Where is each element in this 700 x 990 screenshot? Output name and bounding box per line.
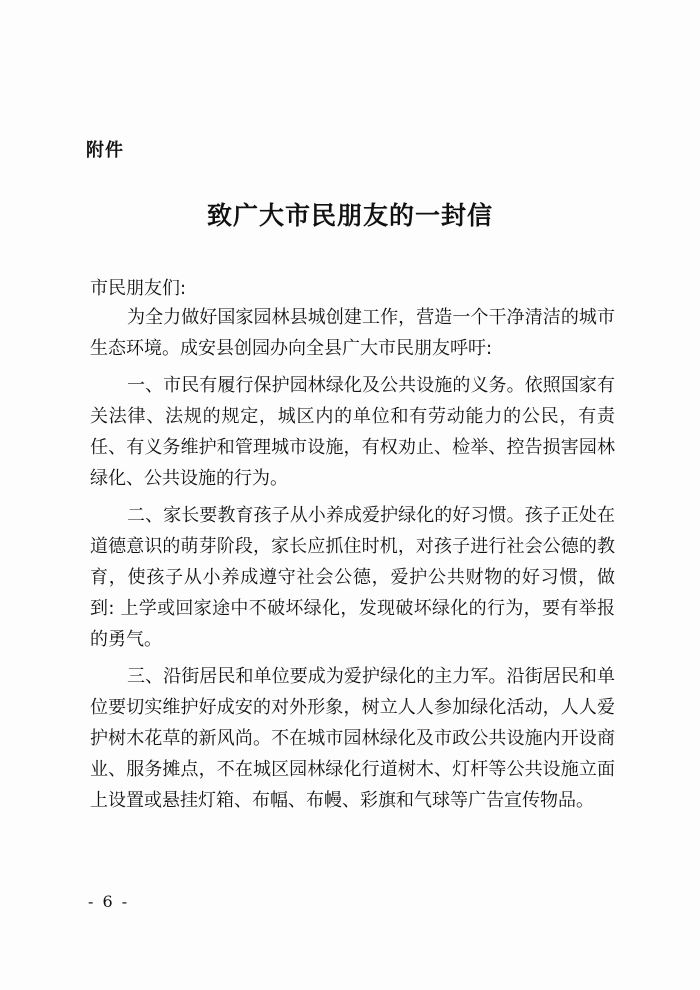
page-number: - 6 - xyxy=(88,892,130,911)
paragraph-three: 三、沿街居民和单位要成为爱护绿化的主力军。沿街居民和单位要切实维护好成安的对外形象，树立人人参加绿化活动，人人爱护树木花草的新风尚。不在城市园林绿化及市政公共设施内开设商业、服务摊点，不在城区园林绿化行道树木、灯杆等公共设施立面上设置或悬挂灯箱、布幅、布幔、彩旗和气球等广告宣传物品。 xyxy=(90,666,615,811)
letter-title: 致广大市民朋友的一封信 xyxy=(206,201,493,230)
intro-paragraph: 为全力做好国家园林县城创建工作，营造一个干净清洁的城市生态环境。成安县创园办向全县广大市民朋友呼吁: xyxy=(90,307,615,359)
attachment-label: 附件 xyxy=(86,140,124,161)
paragraph-two: 二、家长要教育孩子从小养成爱护绿化的好习惯。孩子正处在道德意识的萌芽阶段，家长应抓住时机，对孩子进行社会公德的教育，使孩子从小养成遵守社会公德，爱护公共财物的好习惯，做到: 上学或回家途中不破坏绿化，发现破坏绿化的行为，要有举报的勇气。 xyxy=(90,505,615,650)
paragraph-one: 一、市民有履行保护园林绿化及公共设施的义务。依照国家有关法律、法规的规定，城区内的单位和有劳动能力的公民，有责任、有义务维护和管理城市设施，有权劝止、检举、控告损害园林绿化、公共设施的行为。 xyxy=(90,375,615,489)
salutation: 市民朋友们: xyxy=(90,278,187,299)
letter-body xyxy=(90,302,615,822)
